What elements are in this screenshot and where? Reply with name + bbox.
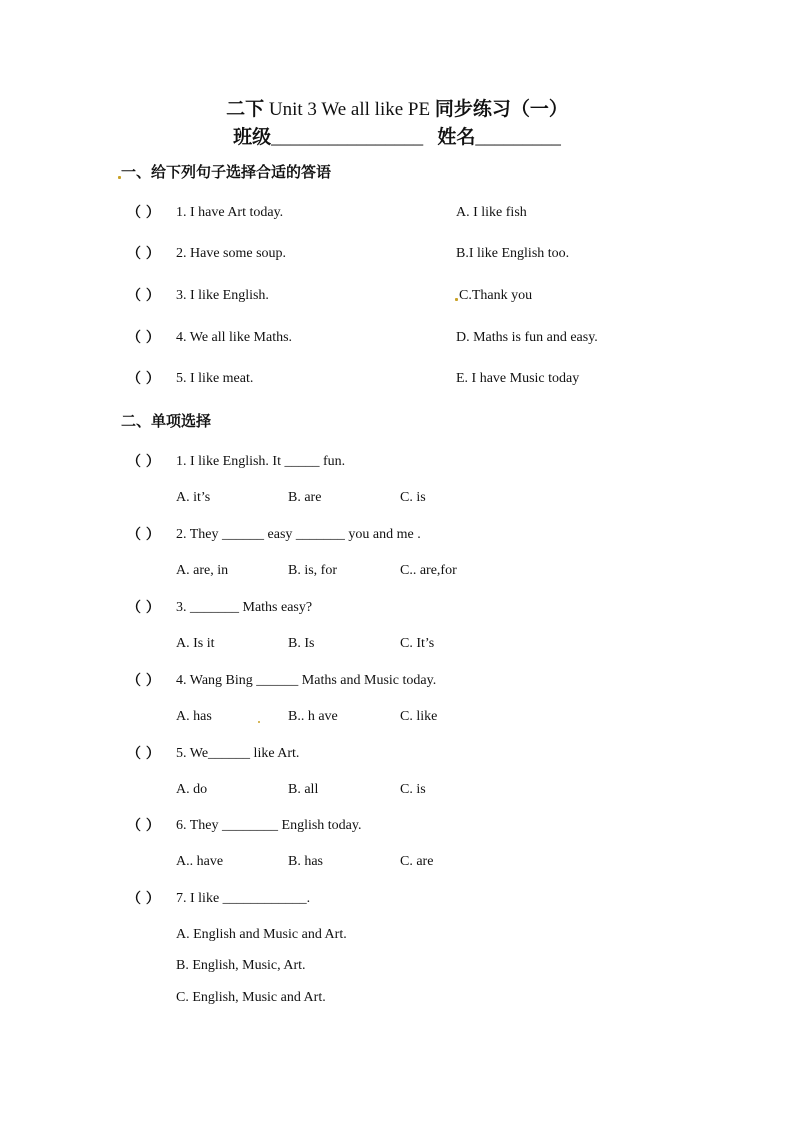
answer-e: E. I have Music today [456,371,580,386]
mark-dot [455,298,458,301]
option-a: A. English and Music and Art. [176,927,347,942]
title-en: Unit 3 We all like PE [268,99,431,120]
option-a: A. has [176,709,212,724]
answer-b: B.I like English too. [456,246,570,261]
answer-bracket: （ ） [127,454,160,470]
option-b: B. English, Music, Art. [176,958,306,973]
question-1: 1. I have Art today. [176,205,284,220]
student-info-line [0,125,794,151]
class-label: 班级 [233,127,272,148]
mc-question-6: 6. They ________ English today. [176,818,362,833]
question-5: 5. I like meat. [176,371,254,386]
answer-bracket: （ ） [127,205,160,221]
option-c: C. are [400,854,434,869]
mark-dot [258,721,260,723]
title-cn-2: 同步练习（一） [434,99,568,120]
option-b: B. are [288,490,322,505]
mc-question-7: 7. I like ____________. [176,891,311,906]
option-c: C. like [400,709,438,724]
answer-bracket: （ ） [127,600,160,616]
mc-question-5: 5. We______ like Art. [176,746,300,761]
answer-bracket: （ ） [127,246,160,262]
question-3: 3. I like English. [176,288,269,303]
option-b: B.. h ave [288,709,338,724]
option-c: C. English, Music and Art. [176,990,326,1005]
section-1-heading: 一、给下列句子选择合适的答语 [121,163,332,181]
question-2: 2. Have some soup. [176,246,287,261]
answer-bracket: （ ） [127,288,160,304]
option-a: A. do [176,782,208,797]
answer-a: A. I like fish [456,205,527,220]
mc-question-2: 2. They ______ easy _______ you and me . [176,527,421,542]
question-4: 4. We all like Maths. [176,330,293,345]
answer-bracket: （ ） [127,673,160,689]
option-a: A. are, in [176,563,229,578]
answer-bracket: （ ） [127,527,160,543]
name-label: 姓名 [437,127,476,148]
option-b: B. is, for [288,563,337,578]
option-a: A.. have [176,854,224,869]
option-b: B. Is [288,636,315,651]
option-c: C. is [400,490,426,505]
option-b: B. all [288,782,319,797]
option-c: C. It’s [400,636,435,651]
option-a: A. it’s [176,490,211,505]
option-c: C. is [400,782,426,797]
answer-bracket: （ ） [127,891,160,907]
mc-question-4: 4. Wang Bing ______ Maths and Music today. [176,673,437,688]
mc-question-1: 1. I like English. It _____ fun. [176,454,346,469]
page-title [0,97,794,123]
answer-bracket: （ ） [127,330,160,346]
option-b: B. has [288,854,323,869]
answer-bracket: （ ） [127,818,160,834]
answer-bracket: （ ） [127,746,160,762]
mc-question-3: 3. _______ Maths easy? [176,600,313,615]
option-a: A. Is it [176,636,215,651]
section-2-heading: 二、单项选择 [121,412,212,430]
answer-bracket: （ ） [127,371,160,387]
option-c: C.. are,for [400,563,457,578]
answer-c: C.Thank you [459,288,533,303]
name-blank: _________ [475,127,561,148]
answer-d: D. Maths is fun and easy. [456,330,598,345]
class-blank: ________________ [271,127,424,148]
title-cn: 二下 [226,99,265,120]
